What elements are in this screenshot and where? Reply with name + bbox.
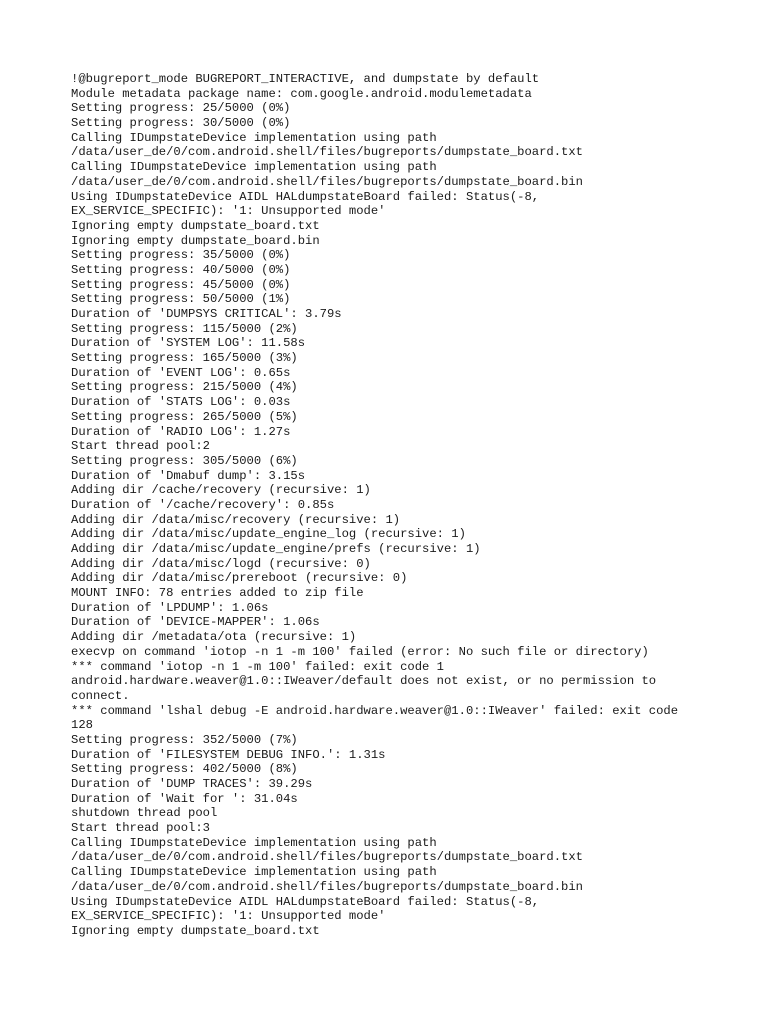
log-line: Adding dir /data/misc/logd (recursive: 0) <box>71 556 371 571</box>
log-line: Duration of 'DEVICE-MAPPER': 1.06s <box>71 615 320 630</box>
log-line: Adding dir /data/misc/update_engine_log (recursive: 1) <box>71 527 466 542</box>
log-line: Start thread pool:3 <box>71 821 210 836</box>
log-line: /data/user_de/0/com.android.shell/files/bugreports/dumpstate_board.txt <box>71 850 583 865</box>
log-line: Setting progress: 165/5000 (3%) <box>71 351 298 366</box>
log-line: Duration of 'DUMP TRACES': 39.29s <box>71 777 313 791</box>
log-line: Setting progress: 50/5000 (1%) <box>71 292 291 307</box>
log-line: Ignoring empty dumpstate_board.txt <box>71 923 320 938</box>
log-line: /data/user_de/0/com.android.shell/files/bugreports/dumpstate_board.bin <box>71 174 583 189</box>
log-line: connect. <box>71 688 130 703</box>
log-line: Module metadata package name: com.google.android.modulemetadata <box>71 86 532 101</box>
log-line: Duration of 'EVENT LOG': 0.65s <box>71 365 291 380</box>
log-line: Setting progress: 30/5000 (0%) <box>71 116 291 131</box>
log-line: *** command 'lshal debug -E android.hardware.weaver@1.0::IWeaver' failed: exit code <box>71 703 679 718</box>
log-line: Setting progress: 35/5000 (0%) <box>71 248 291 263</box>
log-line: Setting progress: 40/5000 (0%) <box>71 262 291 277</box>
log-text-block <box>71 72 731 939</box>
log-line: Adding dir /metadata/ota (recursive: 1) <box>71 630 357 645</box>
log-line: Setting progress: 352/5000 (7%) <box>71 732 298 747</box>
log-line: Calling IDumpstateDevice implementation using path <box>71 130 437 145</box>
log-line: Setting progress: 25/5000 (0%) <box>71 101 291 116</box>
log-line: execvp on command 'iotop -n 1 -m 100' failed (error: No such file or directory) <box>71 644 649 659</box>
log-line: Duration of 'RADIO LOG': 1.27s <box>71 424 291 439</box>
log-line: MOUNT INFO: 78 entries added to zip file <box>71 586 364 601</box>
log-line: Calling IDumpstateDevice implementation using path <box>71 865 437 880</box>
log-line: /data/user_de/0/com.android.shell/files/bugreports/dumpstate_board.txt <box>71 145 583 160</box>
log-line: Duration of '/cache/recovery': 0.85s <box>71 497 335 512</box>
log-line: Adding dir /data/misc/prereboot (recursive: 0) <box>71 571 408 586</box>
log-line: Adding dir /data/misc/recovery (recursive: 1) <box>71 512 401 527</box>
log-line: Duration of 'STATS LOG': 0.03s <box>71 395 291 410</box>
log-line: Setting progress: 402/5000 (8%) <box>71 762 298 777</box>
log-line: /data/user_de/0/com.android.shell/files/bugreports/dumpstate_board.bin <box>71 879 583 894</box>
log-line: Using IDumpstateDevice AIDL HALdumpstateBoard failed: Status(-8, <box>71 189 540 204</box>
log-line: Duration of 'LPDUMP': 1.06s <box>71 600 269 615</box>
log-line: android.hardware.weaver@1.0::IWeaver/default does not exist, or no permission to <box>71 674 657 689</box>
log-line: Duration of 'Wait for ': 31.04s <box>71 791 298 806</box>
log-line: Adding dir /data/misc/update_engine/prefs (recursive: 1) <box>71 542 481 556</box>
log-line: Duration of 'SYSTEM LOG': 11.58s <box>71 336 306 351</box>
log-line: shutdown thread pool <box>71 806 218 821</box>
log-line: Using IDumpstateDevice AIDL HALdumpstateBoard failed: Status(-8, <box>71 894 540 909</box>
log-line: EX_SERVICE_SPECIFIC): '1: Unsupported mode' <box>71 909 386 924</box>
log-line: Setting progress: 115/5000 (2%) <box>71 321 298 336</box>
log-line: Duration of 'FILESYSTEM DEBUG INFO.': 1.31s <box>71 747 386 762</box>
log-line: 128 <box>71 718 93 733</box>
log-line: Setting progress: 45/5000 (0%) <box>71 277 291 292</box>
log-line: !@bugreport_mode BUGREPORT_INTERACTIVE, and dumpstate by default <box>71 72 540 86</box>
log-line: Ignoring empty dumpstate_board.txt <box>71 218 320 233</box>
log-line: Adding dir /cache/recovery (recursive: 1) <box>71 483 371 498</box>
log-line: EX_SERVICE_SPECIFIC): '1: Unsupported mode' <box>71 204 386 219</box>
log-line: Setting progress: 265/5000 (5%) <box>71 409 298 424</box>
log-line: Calling IDumpstateDevice implementation using path <box>71 160 437 175</box>
log-line: Calling IDumpstateDevice implementation using path <box>71 835 437 850</box>
log-line: Ignoring empty dumpstate_board.bin <box>71 233 320 248</box>
log-line: Setting progress: 305/5000 (6%) <box>71 453 298 468</box>
log-line: Setting progress: 215/5000 (4%) <box>71 380 298 395</box>
log-line: Start thread pool:2 <box>71 439 210 454</box>
log-line: Duration of 'Dmabuf dump': 3.15s <box>71 468 306 483</box>
log-line: *** command 'iotop -n 1 -m 100' failed: exit code 1 <box>71 659 444 674</box>
log-line: Duration of 'DUMPSYS CRITICAL': 3.79s <box>71 307 342 321</box>
